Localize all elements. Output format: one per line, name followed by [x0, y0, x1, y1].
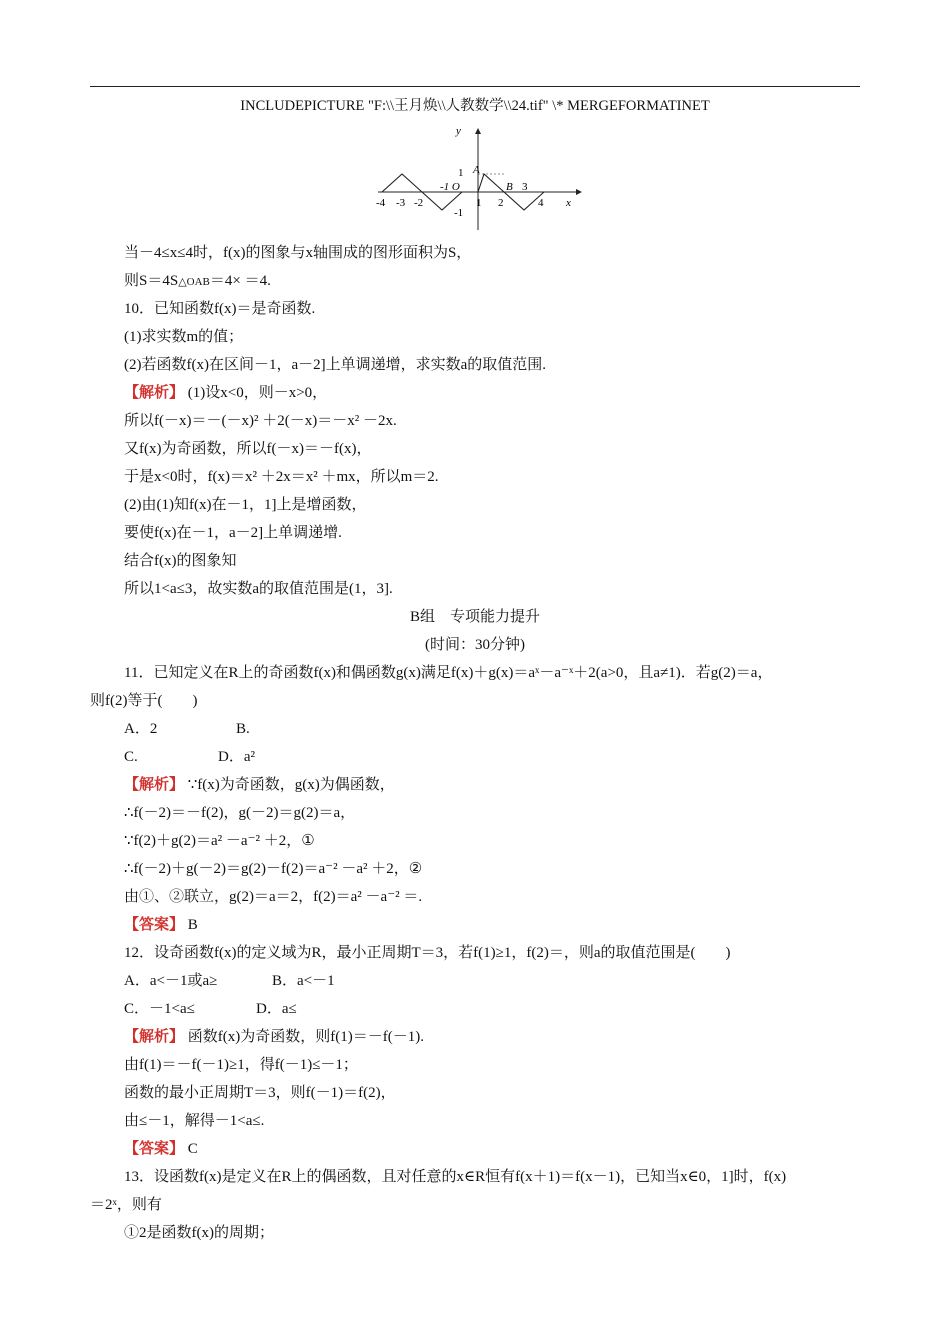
solution-10-line3: 又f(x)为奇函数，所以f(－x)＝－f(x)， — [124, 441, 372, 457]
m2-label: -2 — [414, 197, 424, 209]
x-axis-arrow — [576, 189, 582, 195]
solution-10-line4: 于是x<0时，f(x)＝x² ＋2x＝x² ＋mx，所以m＝2. — [124, 469, 439, 485]
time-note: (时间：30分钟) — [425, 637, 525, 653]
area-result-head: 则S＝4S — [124, 273, 179, 289]
solution-11-line1 — [124, 775, 395, 795]
analysis-tag: 【解析】 — [124, 777, 185, 793]
solution-11-line2: ∴f(－2)＝－f(2)，g(－2)＝g(2)＝a， — [124, 805, 356, 821]
y-axis-arrow — [475, 128, 481, 134]
section-title: B组 专项能力提升 — [409, 609, 540, 625]
answer-tag: 【答案】 — [124, 917, 185, 933]
solution-10-line8: 所以1<a≤3，故实数a的取值范围是(1，3]. — [124, 581, 393, 597]
solution-10-text1: (1)设x<0，则－x>0， — [184, 385, 328, 401]
answer-12 — [124, 1139, 198, 1159]
question-10-part2: (2)若函数f(x)在区间－1，a－2]上单调递增，求实数a的取值范围. — [124, 357, 547, 373]
analysis-tag: 【解析】 — [124, 385, 185, 401]
area-result-tail: ＝4× ＝4. — [209, 273, 271, 289]
answer-tag: 【答案】 — [124, 1141, 185, 1157]
q11-option-a: A．2 — [124, 721, 158, 737]
solution-12-line4: 由≤－1，解得－1<a≤. — [124, 1113, 265, 1129]
solution-10-line7: 结合f(x)的图象知 — [124, 553, 237, 569]
neg-one-zero-label: -1 O — [440, 181, 460, 193]
top-rule — [90, 86, 860, 87]
question-13: 13．设函数f(x)是定义在R上的偶函数，且对任意的x∈R恒有f(x＋1)＝f(x－1)，已知当x∈0，1]时，f(x) — [124, 1169, 787, 1185]
answer-11 — [124, 915, 198, 935]
question-13-item1: ①2是函数f(x)的周期； — [124, 1225, 274, 1241]
three-label: 3 — [522, 181, 528, 193]
solution-11-line4: ∴f(－2)＋g(－2)＝g(2)－f(2)＝a⁻² －a² ＋2，② — [124, 861, 423, 877]
question-13-cont: ＝2ˣ，则有 — [90, 1197, 162, 1213]
solution-12-line2: 由f(1)＝－f(－1)≥1，得f(－1)≤－1； — [124, 1057, 358, 1073]
q11-option-c: C. — [124, 749, 138, 765]
four-label: 4 — [538, 197, 544, 209]
analysis-tag: 【解析】 — [124, 1029, 185, 1045]
question-11: 11．已知定义在R上的奇函数f(x)和偶函数g(x)满足f(x)＋g(x)＝aˣ－a⁻ˣ＋2(a>0，且a≠1)．若g(2)＝a， — [124, 665, 773, 681]
answer-12-value: C — [184, 1141, 198, 1157]
solution-12-line3: 函数的最小正周期T＝3，则f(－1)＝f(2)， — [124, 1085, 396, 1101]
function-graph — [370, 120, 590, 232]
y-label: y — [456, 125, 461, 137]
solution-10-line5: (2)由(1)知f(x)在－1，1]上是增函数， — [124, 497, 367, 513]
x-label: x — [566, 197, 571, 209]
question-11-cont: 则f(2)等于( ) — [90, 693, 198, 709]
one-y-label: 1 — [458, 167, 464, 179]
include-picture-field: INCLUDEPICTURE "F:\\王月焕\\人教数学\\24.tif" \* MERGEFORMATINET — [240, 98, 710, 114]
q12-option-a: A．a<－1或a≥ — [124, 973, 218, 989]
question-10-part1: (1)求实数m的值； — [124, 329, 244, 345]
question-12: 12．设奇函数f(x)的定义域为R，最小正周期T＝3，若f(1)≥1，f(2)＝，则a的取值范围是( ) — [124, 945, 731, 961]
m4-label: -4 — [376, 197, 386, 209]
solution-11-text1: ∵f(x)为奇函数，g(x)为偶函数， — [184, 777, 395, 793]
one-x-label: 1 — [476, 197, 482, 209]
two-label: 2 — [498, 197, 504, 209]
neg-one-y-label: -1 — [454, 207, 464, 219]
q12-option-b: B．a<－1 — [272, 973, 335, 989]
q12-option-d: D．a≤ — [256, 1001, 297, 1017]
solution-10-line6: 要使f(x)在－1，a－2]上单调递增. — [124, 525, 342, 541]
q12-option-c: C．－1<a≤ — [124, 1001, 195, 1017]
solution-11-line5: 由①、②联立，g(2)＝a＝2，f(2)＝a² －a⁻² ＝. — [124, 889, 423, 905]
m3-label: -3 — [396, 197, 406, 209]
q11-option-b: B. — [236, 721, 250, 737]
area-line: 当－4≤x≤4时，f(x)的图象与x轴围成的图形面积为S， — [124, 245, 472, 261]
area-result — [124, 271, 271, 292]
point-a-label: A — [473, 164, 480, 176]
solution-10-line1 — [124, 383, 327, 403]
point-b-label: B — [506, 181, 513, 193]
area-result-sub: △OAB — [178, 276, 210, 288]
answer-11-value: B — [184, 917, 198, 933]
solution-10-line2: 所以f(－x)＝－(－x)² ＋2(－x)＝－x² －2x. — [124, 413, 397, 429]
solution-12-text1: 函数f(x)为奇函数，则f(1)＝－f(－1). — [184, 1029, 424, 1045]
solution-12-line1 — [124, 1027, 424, 1047]
solution-11-line3: ∵f(2)＋g(2)＝a² －a⁻² ＋2，① — [124, 833, 315, 849]
question-10: 10．已知函数f(x)＝是奇函数. — [124, 301, 316, 317]
q11-option-d: D．a² — [218, 749, 255, 765]
